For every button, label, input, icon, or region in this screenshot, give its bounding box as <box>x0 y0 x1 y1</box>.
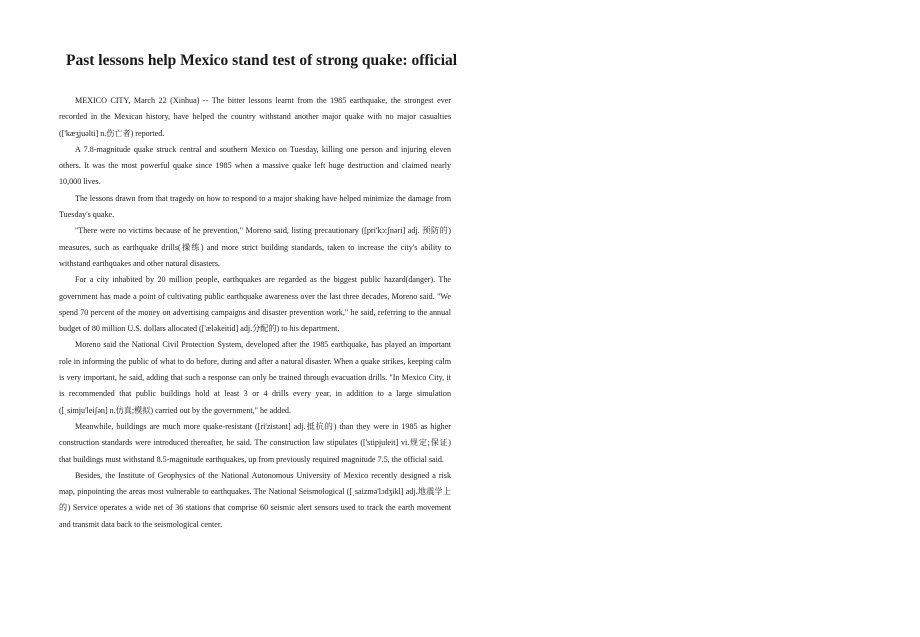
article-paragraph: Besides, the Institute of Geophysics of the National Autonomous University of Mexico recently designed a risk map, pinpointing the areas most vulnerable to earthquakes. The National Seismological ([ˌsaizmə'lɔdʒikl] adj.地震学上的) Service operates a wide net of 36 stations that comprise 60 seismic alert sensors used to track the earth movement and transmit data back to the seismological center. <box>59 470 451 529</box>
article-title: Past lessons help Mexico stand test of strong quake: official <box>66 52 458 69</box>
article-paragraph: "There were no victims because of he prevention," Moreno said, listing precautionary ([pri'kɔ:ʃnəri] adj. 预防的) measures, such as earthquake drills(操练) and more strict building standards, taken to increase the city's ability to withstand earthquakes and other natural disasters. <box>59 226 451 268</box>
article-paragraph: MEXICO CITY, March 22 (Xinhua) -- The bitter lessons learnt from the 1985 earthquake, the strongest ever recorded in the Mexican history, have helped the country withstand another major quake with no major casualties (['kæʒjuəlti] n.伤亡者) reported. <box>59 96 451 138</box>
article-paragraph: For a city inhabited by 20 million people, earthquakes are regarded as the biggest public hazard(danger). The government has made a point of cultivating public earthquake awareness over the last three decades, Moreno said. "We spend 70 percent of the money on advertising campaigns and disaster prevention work," he said, referring to the annual budget of 80 million U.S. dollars allocated (['æləkeitid] adj.分配的) to his department. <box>59 275 451 334</box>
article-paragraph: The lessons drawn from that tragedy on how to respond to a major shaking have helped minimize the damage from Tuesday's quake. <box>59 193 451 220</box>
article-body <box>59 93 451 533</box>
article-paragraph: Moreno said the National Civil Protection System, developed after the 1985 earthquake, has played an important role in informing the public of what to do before, during and after a natural disaster. When a quake strikes, keeping calm is very important, he said, adding that such a response can only be trained through evacuation drills. "In Mexico City, it is recommended that public buildings hold at least 3 or 4 drills every year, in addition to a large simulation ([ˌsimju'leiʃən] n.仿真;模拟) carried out by the government," he added. <box>59 340 451 415</box>
article-paragraph: Meanwhile, buildings are much more quake-resistant ([ri'zistənt] adj.抵抗的) than they were in 1985 as higher construction standards were introduced thereafter, he said. The construction law stipulates (['stipjuleit] vi.规定;保证) that buildings must withstand 8.5-magnitude earthquakes, up from previously required magnitude 7.5, the official said. <box>59 421 451 464</box>
article-paragraph: A 7.8-magnitude quake struck central and southern Mexico on Tuesday, killing one person and injuring eleven others. It was the most powerful quake since 1985 when a massive quake left huge destruction and claimed nearly 10,000 lives. <box>59 144 451 187</box>
